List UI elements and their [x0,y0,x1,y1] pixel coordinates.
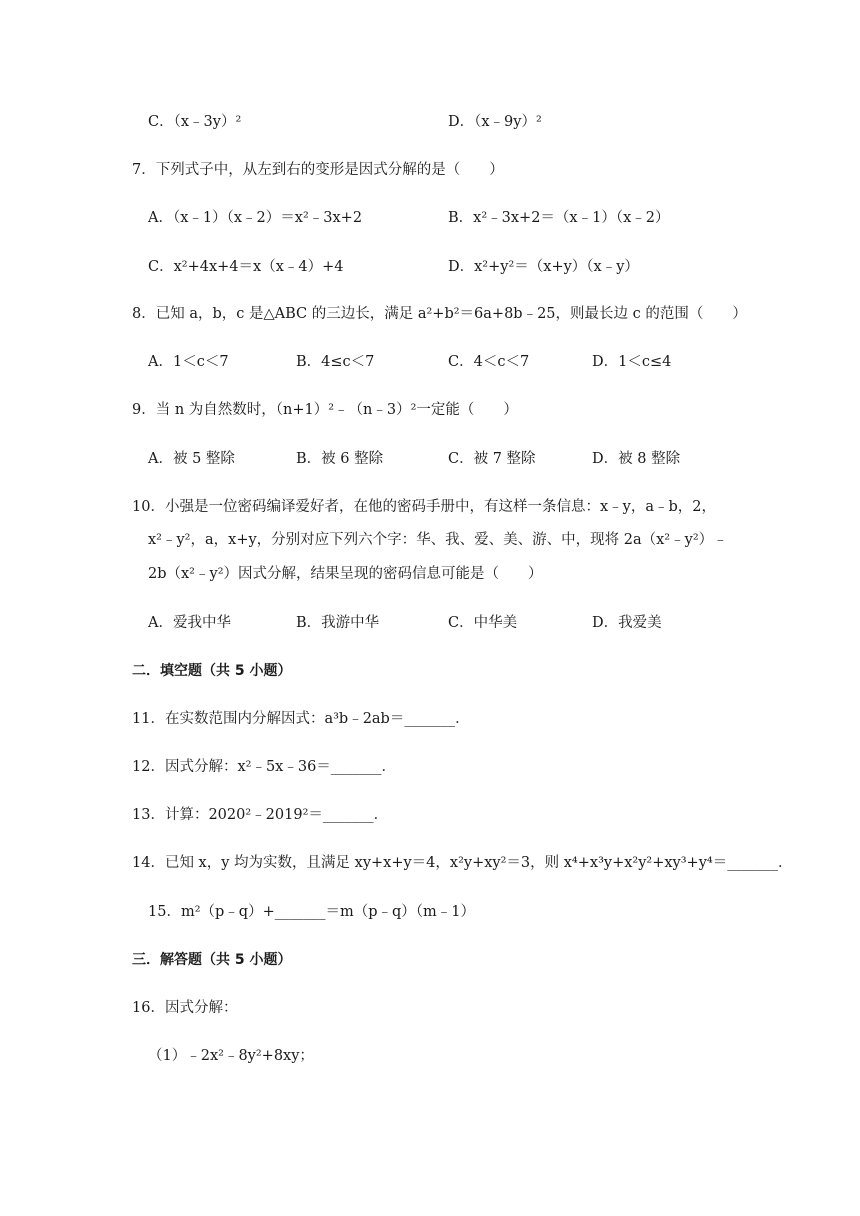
q10-line2: x²﹣y²，a，x+y，分别对应下列六个字：华、我、爱、美、游、中，现将 2a（x²﹣y²）﹣ [148,532,728,548]
q10-option-a: A．爱我中华 [148,615,231,631]
q9-stem: 9．当 n 为自然数时，（n+1）²﹣（n﹣3）²一定能（ ） [132,402,518,418]
q7-option-c: C．x²+4x+4＝x（x﹣4）+4 [148,259,344,275]
q10-option-c: C．中华美 [448,615,518,631]
q6-option-c: C．（x﹣3y）² [148,114,242,130]
q8-stem: 8．已知 a，b，c 是△ABC 的三边长，满足 a²+b²＝6a+8b﹣25，则最长边 c 的范围（ ） [132,306,747,322]
q14: 14．已知 x，y 均为实数，且满足 xy+x+y＝4，x²y+xy²＝3，则 x⁴+x³y+x²y²+xy³+y⁴＝_______． [132,855,793,871]
q10-line1: 10．小强是一位密码编译爱好者，在他的密码手册中，有这样一条信息：x﹣y，a﹣b，2， [132,499,716,515]
q6-option-d: D．（x﹣9y）² [448,114,542,130]
q9-option-d: D．被 8 整除 [592,451,681,467]
q8-option-a: A．1＜c＜7 [148,354,229,370]
q10-option-b: B．我游中华 [296,615,380,631]
q10-line3: 2b（x²﹣y²）因式分解，结果呈现的密码信息可能是（ ） [148,566,543,582]
q8-option-b: B．4≤c＜7 [296,354,375,370]
q16-stem: 16．因式分解： [132,1000,238,1016]
section-fill-in-heading: 二．填空题（共 5 小题） [132,663,292,679]
q8-option-d: D．1＜c≤4 [592,354,672,370]
q7-stem: 7．下列式子中，从左到右的变形是因式分解的是（ ） [132,162,504,178]
section-answer-heading: 三．解答题（共 5 小题） [132,952,292,968]
q8-option-c: C．4＜c＜7 [448,354,530,370]
q13: 13．计算：2020²﹣2019²＝_______． [132,807,389,823]
q7-option-a: A．（x﹣1）（x﹣2）＝x²﹣3x+2 [148,210,363,226]
q9-option-a: A．被 5 整除 [148,451,235,467]
q7-option-d: D．x²+y²＝（x+y）（x﹣y） [448,259,639,275]
q7-option-b: B．x²﹣3x+2＝（x﹣1）（x﹣2） [448,210,670,226]
q15: 15．m²（p﹣q）+_______＝m（p﹣q）（m﹣1） [148,904,476,920]
q9-option-c: C．被 7 整除 [448,451,536,467]
q11: 11．在实数范围内分解因式：a³b﹣2ab＝_______． [132,711,470,727]
q9-option-b: B．被 6 整除 [296,451,384,467]
q10-option-d: D．我爱美 [592,615,662,631]
q12: 12．因式分解：x²﹣5x﹣36＝_______． [132,759,397,775]
q16-part1: （1）﹣2x²﹣8y²+8xy； [148,1048,314,1064]
